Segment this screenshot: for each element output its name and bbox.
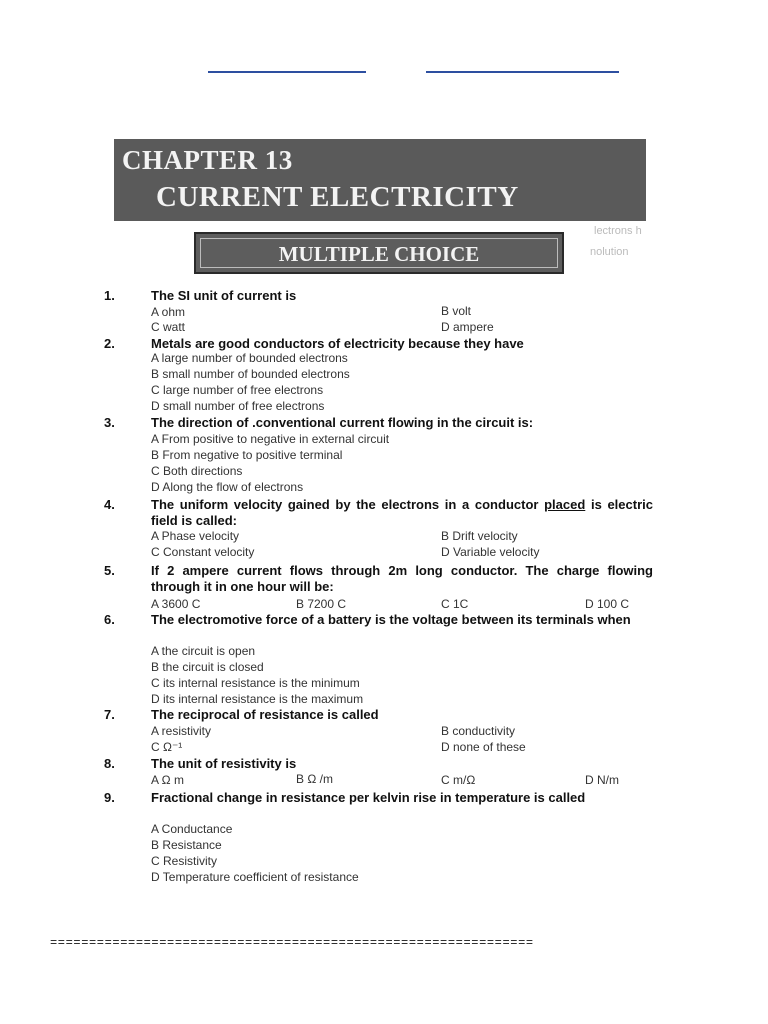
option-d: D Temperature coefficient of resistance [151, 870, 359, 884]
question-number: 4. [104, 497, 115, 512]
option-c: C Ω⁻¹ [151, 740, 183, 754]
option-c: C Resistivity [151, 854, 218, 868]
section-heading-box [194, 232, 564, 274]
question-number: 5. [104, 563, 115, 578]
option-a: A Conductance [151, 822, 233, 836]
option-c: C watt [151, 320, 186, 334]
chapter-number: CHAPTER 13 [122, 145, 293, 175]
option-c: C its internal resistance is the minimum [151, 676, 360, 690]
question-number: 1. [104, 288, 115, 303]
bleed-text-1: lectrons h [594, 225, 642, 237]
option-d: D 100 C [585, 597, 630, 611]
question-text: The unit of resistivity is [151, 756, 297, 771]
option-a: A Ω m [151, 773, 184, 787]
option-a: A 3600 C [151, 597, 201, 611]
separator-line: ============================================================== [50, 936, 534, 950]
option-b: B Ω /m [296, 772, 333, 786]
option-b: B 7200 C [296, 597, 347, 611]
chapter-banner [114, 139, 646, 221]
option-b: B volt [441, 304, 472, 318]
option-d: D N/m [585, 773, 619, 787]
question-text: The reciprocal of resistance is called [151, 707, 379, 722]
option-c: C 1C [441, 597, 469, 611]
question-number: 2. [104, 336, 115, 351]
option-d: D none of these [441, 740, 526, 754]
chapter-title: CURRENT ELECTRICITY [156, 181, 519, 213]
question-number: 3. [104, 415, 115, 430]
option-d: D its internal resistance is the maximum [151, 692, 364, 706]
blank-line-left [208, 71, 366, 73]
option-d: D Along the flow of electrons [151, 480, 304, 494]
question-text: Fractional change in resistance per kelvin rise in temperature is called [151, 790, 586, 805]
option-c: C Constant velocity [151, 545, 255, 559]
question-text: The uniform velocity gained by the electrons in a conductor placed is electric field is called: [151, 497, 653, 528]
question-text: The SI unit of current is [151, 288, 297, 303]
question-text: Metals are good conductors of electricity because they have [151, 336, 524, 351]
option-c: C Both directions [151, 464, 243, 478]
option-d: D small number of free electrons [151, 399, 325, 413]
question-number: 9. [104, 790, 115, 805]
bleed-text-2: nolution [590, 246, 629, 258]
option-a: A the circuit is open [151, 644, 256, 658]
section-heading: MULTIPLE CHOICE [278, 242, 480, 266]
option-b: B the circuit is closed [151, 660, 264, 674]
blank-line-right [426, 71, 619, 73]
option-a: A From positive to negative in external circuit [151, 432, 390, 446]
option-d: D Variable velocity [441, 545, 540, 559]
option-a: A resistivity [151, 724, 212, 738]
option-c: C large number of free electrons [151, 383, 324, 397]
question-number: 6. [104, 612, 115, 627]
option-a: A large number of bounded electrons [151, 351, 348, 365]
question-text: The electromotive force of a battery is the voltage between its terminals when [151, 612, 631, 627]
option-b: B Drift velocity [441, 529, 518, 543]
question-number: 8. [104, 756, 115, 771]
question-text: If 2 ampere current flows through 2m long conductor. The charge flowing through it in one hour will be: [151, 563, 653, 594]
option-a: A ohm [151, 305, 186, 319]
option-b: B From negative to positive terminal [151, 448, 343, 462]
option-d: D ampere [441, 320, 494, 334]
option-b: B conductivity [441, 724, 516, 738]
option-c: C m/Ω [441, 773, 476, 787]
question-number: 7. [104, 707, 115, 722]
option-a: A Phase velocity [151, 529, 240, 543]
question-text: The direction of .conventional current flowing in the circuit is: [151, 415, 534, 430]
option-b: B small number of bounded electrons [151, 367, 350, 381]
option-b: B Resistance [151, 838, 222, 852]
